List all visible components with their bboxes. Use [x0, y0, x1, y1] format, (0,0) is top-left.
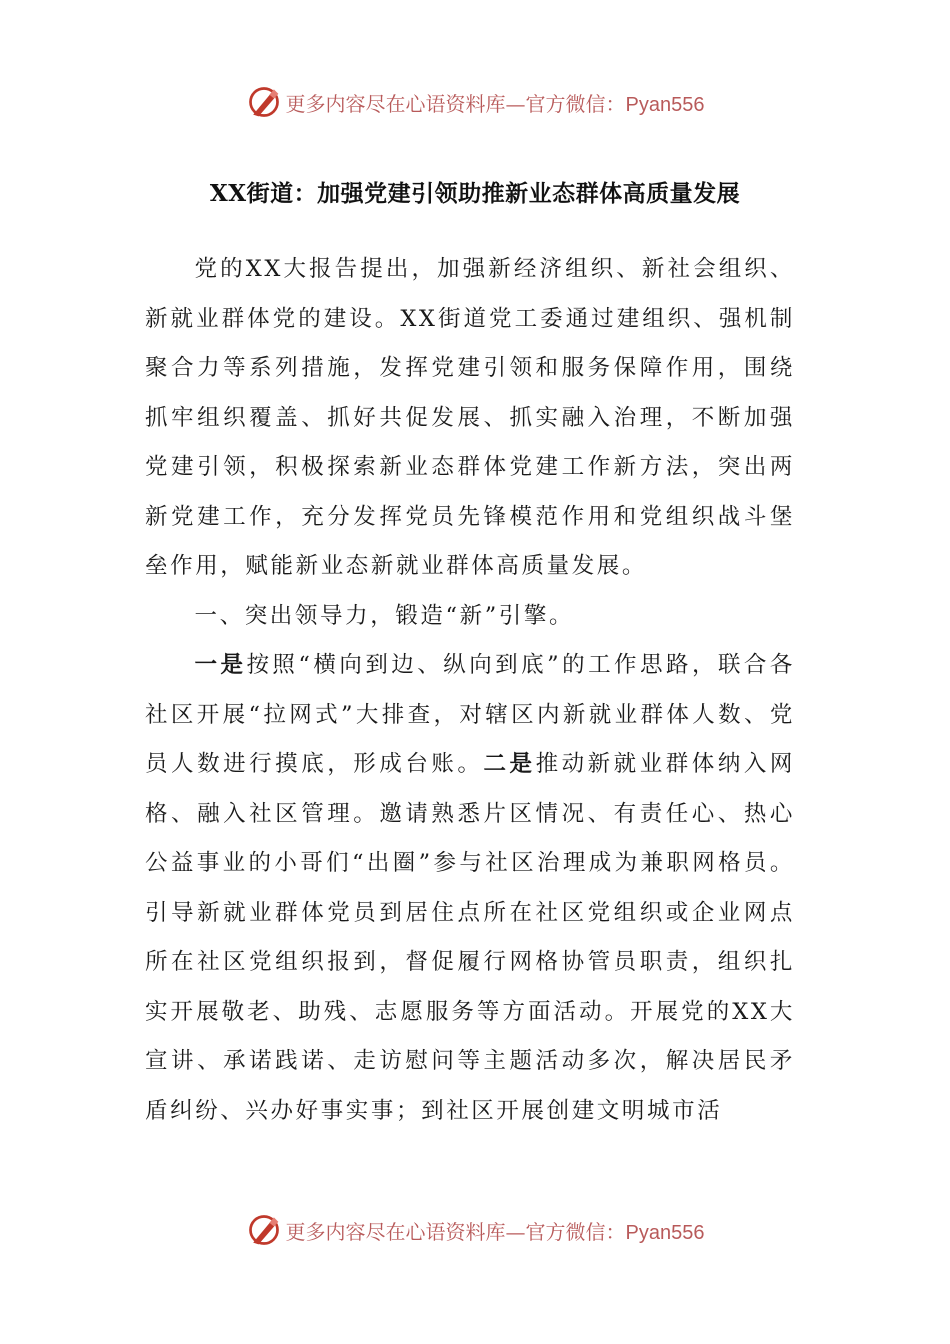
footer-banner: [0, 1210, 950, 1250]
point2-label: 二是: [483, 751, 536, 777]
point2-text: 推动新就业群体纳入网格、融入社区管理。邀请熟悉片区情况、有责任心、热心公益事业的小哥们“出圈”参与社区治理成为兼职网格员。引导新就业群体党员到居住点所在社区党组织或企业网点所在社区党组织报到，督促履行网格协管员职责，组织扎实开展敬老、助残、志愿服务等方面活动。开展党的XX大宣讲、承诺践诺、走访慰问等主题活动多次，解决居民矛盾纠纷、兴办好事实事；到社区开展创建文明城市活: [145, 751, 795, 1124]
pen-nib-logo-icon: [246, 84, 282, 120]
point1-label: 一是: [194, 652, 247, 678]
document-title: XX街道：加强党建引领助推新业态群体高质量发展: [209, 180, 741, 207]
header-banner-text: 更多内容尽在心语资料库—官方微信：Pyan556: [285, 91, 705, 116]
section-paragraph: [145, 641, 795, 1136]
section-heading: 一、突出领导力，锻造“新”引擎。: [194, 602, 575, 629]
pen-nib-logo-icon: [246, 1212, 282, 1248]
footer-banner-text: 更多内容尽在心语资料库—官方微信：Pyan556: [285, 1219, 705, 1244]
document-body: [145, 245, 795, 1136]
point1-text: 按照“横向到边、纵向到底”的工作思路，联合各社区开展“拉网式”大排查，对辖区内新就业群体人数、党员人数进行摸底，形成台账。: [145, 652, 795, 777]
header-banner: [0, 82, 950, 122]
intro-paragraph: 党的XX大报告提出，加强新经济组织、新社会组织、新就业群体党的建设。XX街道党工委通过建组织、强机制聚合力等系列措施，发挥党建引领和服务保障作用，围绕抓牢组织覆盖、抓好共促发展、抓实融入治理，不断加强党建引领，积极探索新业态群体党建工作新方法，突出两新党建工作，充分发挥党员先锋模范作用和党组织战斗堡垒作用，赋能新业态新就业群体高质量发展。: [145, 256, 795, 579]
